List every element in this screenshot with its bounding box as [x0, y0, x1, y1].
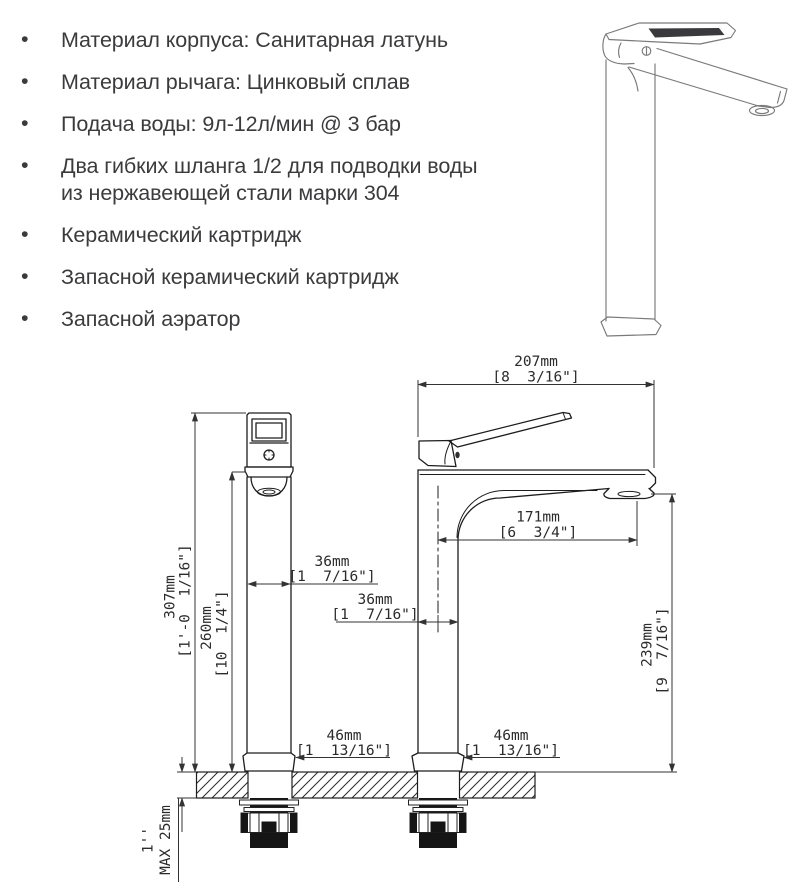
front-aerator-dome: [251, 477, 287, 496]
deck-hatch-middle: [292, 772, 418, 798]
front-aerator-inner: [263, 490, 275, 494]
spout-body-fillet: [628, 68, 638, 92]
dim-label-inch: [1'-0 1/16"]: [177, 544, 194, 658]
dim-label-inch: [1 7/16"]: [288, 569, 376, 585]
dim-label-inch: [1 7/16"]: [331, 607, 419, 623]
mounting-hardware-right: [409, 798, 468, 848]
product-image: [601, 23, 787, 336]
side-aerator-inner: [618, 491, 640, 496]
spec-text: • Два гибких шланга 1/2 для подводки воды: [61, 154, 478, 178]
front-collar: [245, 467, 293, 477]
dim-body-width-front: [248, 554, 378, 585]
washer: [244, 808, 294, 812]
dim-label-inch: [8 3/16"]: [492, 369, 580, 386]
flange-plate: [409, 800, 468, 805]
dim-label: 307mm: [162, 575, 179, 619]
side-handle-accent: [445, 443, 450, 464]
front-base: [243, 753, 295, 771]
faucet-handle-opening: [649, 28, 725, 38]
spec-text: • Запасной керамический картридж: [61, 265, 399, 289]
dim-body-width-side: [331, 592, 458, 629]
head-accent-line: [619, 43, 621, 58]
side-view: [412, 413, 656, 772]
dim-base-width-front: [296, 728, 392, 759]
dim-label: 207mm: [514, 354, 558, 370]
dim-base-width-side: [463, 728, 560, 759]
spout-tip-cap: [759, 89, 788, 108]
side-handle-blade: [449, 413, 572, 448]
deck-section: [177, 772, 677, 798]
spec-text: • Керамический картридж: [61, 223, 302, 247]
dim-deck-thickness: [141, 757, 183, 882]
side-base: [412, 753, 464, 771]
nut-center-bore: [262, 822, 277, 833]
spec-text-wrap: из нержавеющей стали марки 304: [61, 181, 400, 205]
front-aerator-ring: [258, 488, 281, 496]
mounting-hardware-left: [240, 798, 299, 848]
front-lever-inner: [256, 423, 282, 438]
nut-thread-left: [410, 813, 417, 833]
spec-text: • Материал рычага: Цинковый сплав: [61, 70, 410, 94]
spout-tip-face: [778, 92, 781, 104]
deck-hatch-left: [197, 772, 249, 798]
nut-center-bore: [431, 822, 446, 833]
dim-label: 46mm: [493, 728, 529, 744]
nut-thread-right: [459, 813, 466, 833]
dim-label: 46mm: [326, 728, 362, 744]
nut-thread-left: [241, 813, 248, 833]
flange-plate: [240, 800, 299, 805]
dim-label: 36mm: [314, 554, 350, 570]
side-blade-tip: [563, 413, 566, 420]
dim-label-inch: [6 3/4"]: [498, 525, 578, 541]
dim-height-to-aerator: [199, 472, 246, 772]
dim-label-inch: [1 13/16"]: [295, 743, 393, 759]
dim-label-inch: [9 7/16"]: [655, 607, 671, 695]
dim-total-height: [163, 413, 247, 772]
side-tip-cap: [648, 470, 656, 489]
deck-hatch-right: [460, 772, 536, 798]
dim-spout-height: [640, 494, 677, 772]
dim-label-inch: [10 1/4"]: [214, 590, 231, 678]
front-view: [243, 413, 295, 771]
washer: [413, 808, 463, 812]
spec-text: • Запасной аэратор: [61, 307, 241, 331]
aerator-inner: [756, 108, 769, 113]
spout-top-edge: [657, 49, 787, 90]
spout-bottom-edge: [629, 67, 759, 106]
dim-label: 239mm: [639, 623, 656, 667]
base-plinth: [601, 317, 661, 336]
side-handle-wedge: [419, 441, 456, 467]
dim-label: 171mm: [516, 509, 560, 526]
dim-label-inch: 1'': [140, 826, 157, 854]
side-screw-dot: [455, 452, 459, 458]
dim-label-inch: [1 13/16"]: [462, 743, 560, 759]
front-column: [247, 477, 291, 753]
dim-label: MAX 25mm: [158, 805, 174, 875]
nut-thread-right: [290, 813, 297, 833]
dim-label: 260mm: [199, 606, 215, 650]
spec-text: • Подача воды: 9л-12л/мин @ 3 бар: [61, 112, 401, 136]
deck-extension-lines: [177, 772, 677, 798]
dim-label: 36mm: [357, 592, 393, 608]
spec-text: • Материал корпуса: Санитарная латунь: [61, 28, 449, 52]
